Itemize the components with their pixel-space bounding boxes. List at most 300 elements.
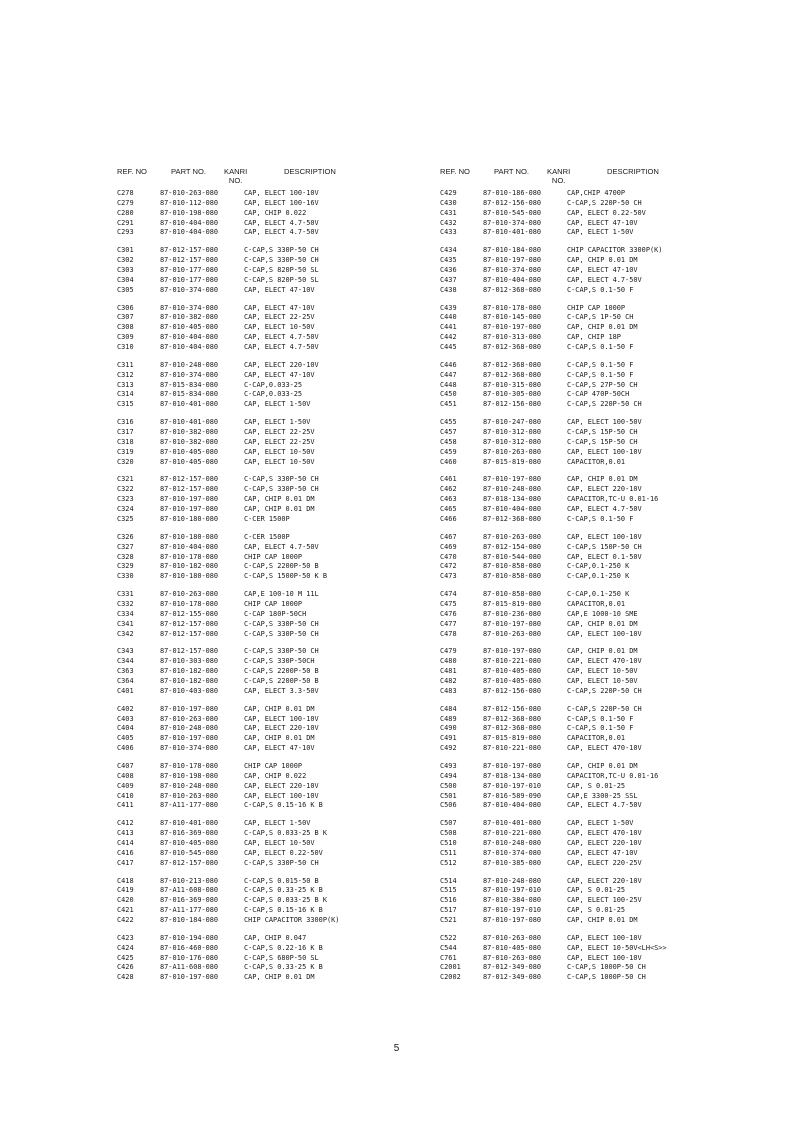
description: C-CER 1500P [244,532,290,541]
part-row [117,600,339,610]
part-no: 87-010-374-080 [160,285,219,294]
part-no: 87-010-374-080 [160,370,219,379]
part-group [440,189,667,238]
ref-no: C493 [440,761,457,770]
description: C-CAP,S 0.033-25 B K [244,829,327,838]
part-row [117,963,339,973]
part-row [440,906,667,916]
ref-no: C465 [440,505,457,514]
description: C-CAP,S 220P-50 CH [567,704,642,713]
part-no: 87-010-401-080 [483,819,542,828]
description: C-CAP,S 0.1-50 F [567,285,634,294]
ref-no: C482 [440,676,457,685]
description: C-CAP,0.033-25 [244,380,303,389]
part-group [440,246,667,295]
description: CAPACITOR,0.01 [567,734,626,743]
part-row [440,323,667,333]
ref-no: C308 [117,323,134,332]
description: CAP, CHIP 0.01 DM [567,619,638,628]
part-no: 87-010-404-080 [160,542,219,551]
description: CAP, ELECT 10-50V<LH<S>> [567,943,667,952]
part-row [117,801,339,811]
ref-no: C445 [440,343,457,352]
part-no: 87-010-197-080 [160,495,219,504]
part-row [440,896,667,906]
description: C-CAP,S 0.15-16 K B [244,801,323,810]
part-no: 87-012-368-080 [483,370,542,379]
description: C-CAP,S 220P-50 CH [567,400,642,409]
description: C-CAP,S 2200P-50 B [244,562,319,571]
ref-no: C419 [117,886,134,895]
description: CAP, CHIP 0.01 DM [567,256,638,265]
part-no: 87-010-198-080 [160,771,219,780]
description: CAP, ELECT 22-25V [244,437,315,446]
part-row [117,734,339,744]
part-row [117,219,339,229]
description: C-CAP,S 0.33-25 K B [244,886,323,895]
description: CAP, ELECT 100-10V [567,953,642,962]
ref-no: C318 [117,437,134,446]
description: CAP, ELECT 0.1-50V [567,552,642,561]
part-no: 87-010-384-080 [483,896,542,905]
part-row [440,246,667,256]
part-row [117,859,339,869]
part-row [117,400,339,410]
part-no: 87-012-157-080 [160,858,219,867]
ref-no: C412 [117,819,134,828]
part-no: 87-010-315-080 [483,380,542,389]
part-no: 87-012-157-080 [160,647,219,656]
part-no: 87-010-305-080 [483,390,542,399]
description: C-CAP,S 330P-50 CH [244,629,319,638]
part-row [440,361,667,371]
ref-no: C466 [440,514,457,523]
ref-no: C434 [440,246,457,255]
description: CAP, CHIP 0.01 DM [244,495,315,504]
ref-no: C411 [117,801,134,810]
header-kanri: KANRI NO. [224,167,248,185]
part-no: 87-010-263-080 [483,629,542,638]
part-group [117,647,339,696]
description: CAP, ELECT 4.7-50V [244,343,319,352]
ref-no: C332 [117,599,134,608]
part-row [117,458,339,468]
part-row [440,333,667,343]
ref-no: C501 [440,791,457,800]
part-row [117,475,339,485]
description: C-CAP,S 330P-50 CH [244,858,319,867]
description: CAP, ELECT 22-25V [244,313,315,322]
ref-no: C442 [440,333,457,342]
part-no: 87-010-112-080 [160,198,219,207]
description: C-CAP,S 680P-50 SL [244,953,319,962]
description: C-CAP,S 0.015-50 B [244,876,319,885]
part-no: 87-012-368-080 [483,285,542,294]
header-description: DESCRIPTION [607,167,659,176]
description: CAP, ELECT 100-10V [244,189,319,197]
ref-no: C436 [440,266,457,275]
part-row [440,199,667,209]
part-no: 87-010-263-080 [160,791,219,800]
part-no: 87-A11-608-080 [160,886,219,895]
part-row [117,657,339,667]
part-row [440,390,667,400]
ref-no: C517 [440,906,457,915]
part-no: 87-010-405-080 [483,943,542,952]
part-no: 87-010-182-080 [160,562,219,571]
description: CAP, ELECT 4.7-50V [567,505,642,514]
page-number: 5 [393,1043,400,1054]
description: CAP, ELECT 22-25V [244,428,315,437]
description: C-CAP 470P-50CH [567,390,630,399]
description: CAP, CHIP 0.047 [244,933,307,942]
description: CAP, ELECT 100-10V [567,532,642,541]
description: C-CAP,S 2200P-50 B [244,667,319,676]
ref-no: C407 [117,761,134,770]
ref-no: C424 [117,943,134,952]
part-group [117,475,339,524]
part-no: 87-010-382-080 [160,313,219,322]
part-row [440,343,667,353]
description: CAP, ELECT 1-50V [244,400,311,409]
part-row [440,276,667,286]
description: CAP, S 0.01-25 [567,781,626,790]
part-no: 87-012-157-080 [160,619,219,628]
part-no: 87-010-197-010 [483,886,542,895]
part-no: 87-010-197-080 [483,619,542,628]
part-row [440,610,667,620]
description: CAP, ELECT 47-10V [244,285,315,294]
part-no: 87-010-177-080 [160,275,219,284]
description: CAP, ELECT 4.7-50V [244,218,319,227]
ref-no: C435 [440,256,457,265]
part-row [440,877,667,887]
ref-no: C459 [440,447,457,456]
ref-no: C334 [117,609,134,618]
ref-no: C293 [117,228,134,237]
description: CAPACITOR,TC-U 0.01-16 [567,771,659,780]
part-no: 87-010-184-080 [160,916,219,924]
part-row [117,944,339,954]
ref-no: C313 [117,380,134,389]
ref-no: C512 [440,858,457,867]
ref-no: C302 [117,256,134,265]
description: C-CAP,S 1000P-50 CH [567,973,646,982]
ref-no: C325 [117,514,134,523]
description: C-CAP,S 15P-50 CH [567,428,638,437]
ref-no: C481 [440,667,457,676]
description: C-CAP,S 0.033-25 B K [244,896,327,905]
description: CAP, ELECT 220-25V [567,858,642,867]
part-row [440,657,667,667]
ref-no: C421 [117,906,134,915]
part-row [440,304,667,314]
part-group [117,877,339,926]
ref-no: C331 [117,590,134,599]
ref-no: C451 [440,400,457,409]
description: CAP, ELECT 470-10V [567,744,642,753]
description: C-CAP,S 0.1-50 F [567,370,634,379]
ref-no: C489 [440,714,457,723]
description: C-CAP,S 820P-50 SL [244,266,319,275]
ref-no: C432 [440,218,457,227]
part-no: 87-016-369-080 [160,829,219,838]
part-no: 87-010-197-080 [483,323,542,332]
description: CAP,E 1000-10 SME [567,609,638,618]
ref-no: C467 [440,532,457,541]
part-row [117,343,339,353]
part-no: 87-010-263-080 [483,447,542,456]
part-no: 87-010-248-080 [160,781,219,790]
ref-no: C474 [440,590,457,599]
ref-no: C457 [440,428,457,437]
part-no: 87-010-248-080 [160,724,219,733]
ref-no: C326 [117,532,134,541]
part-no: 87-012-349-080 [483,963,542,972]
part-group [440,418,667,467]
description: CHIP CAP 1000P [567,303,626,312]
description: CAP, ELECT 0.22-50V [244,848,323,857]
parts-list [440,189,667,983]
part-row [117,782,339,792]
description: C-CAP,0.1-250 K [567,572,630,581]
part-row [440,553,667,563]
part-row [440,715,667,725]
part-row [117,371,339,381]
part-row [117,896,339,906]
part-row [117,772,339,782]
description: CAP, ELECT 10-50V [244,447,315,456]
part-no: 87-012-157-080 [160,246,219,255]
ref-no: C544 [440,943,457,952]
description: CHIP CAPACITOR 3300P(K) [567,246,663,255]
part-no: 87-012-156-080 [483,400,542,409]
description: C-CAP,S 27P-50 CH [567,380,638,389]
ref-no: C475 [440,599,457,608]
description: C-CAP,S 0.1-50 F [567,714,634,723]
part-row [117,304,339,314]
part-row [440,371,667,381]
part-row [440,219,667,229]
ref-no: C441 [440,323,457,332]
part-no: 87-010-186-080 [483,189,542,197]
description: CAP, ELECT 470-10V [567,657,642,666]
part-no: 87-010-180-080 [160,572,219,581]
part-no: 87-010-177-080 [160,266,219,275]
part-row [117,886,339,896]
ref-no: C2001 [440,963,461,972]
part-row [117,677,339,687]
description: C-CAP,S 0.1-50 F [567,514,634,523]
part-no: 87-010-182-080 [160,676,219,685]
part-group [117,361,339,410]
part-row [117,906,339,916]
part-group [117,533,339,582]
ref-no: C341 [117,619,134,628]
ref-no: C426 [117,963,134,972]
part-group [440,705,667,754]
part-row [440,266,667,276]
part-row [440,458,667,468]
part-row [117,266,339,276]
part-row [440,792,667,802]
part-row [440,647,667,657]
description: CAP, ELECT 220-10V [244,781,319,790]
ref-no: C516 [440,896,457,905]
part-row [117,438,339,448]
part-no: 87-010-858-080 [483,562,542,571]
ref-no: C279 [117,198,134,207]
part-no: 87-010-247-080 [483,418,542,427]
part-no: 87-010-197-080 [160,505,219,514]
part-row [440,515,667,525]
description: CAP, ELECT 1-50V [244,819,311,828]
part-row [440,209,667,219]
ref-no: C478 [440,629,457,638]
header-part-no: PART NO. [494,167,530,176]
description: C-CAP,S 0.1-50 F [567,360,634,369]
ref-no: C320 [117,457,134,466]
ref-no: C309 [117,333,134,342]
part-group [440,647,667,696]
part-no: 87-010-544-080 [483,552,542,561]
part-no: 87-010-263-080 [483,933,542,942]
part-no: 87-010-176-080 [160,953,219,962]
part-row [440,762,667,772]
ref-no: C422 [117,916,134,924]
part-row [440,839,667,849]
part-row [117,829,339,839]
part-no: 87-010-197-080 [483,916,542,924]
part-group [117,304,339,353]
part-row [117,256,339,266]
ref-no: C490 [440,724,457,733]
part-no: 87-010-197-080 [160,704,219,713]
description: CAP, ELECT 10-50V [567,667,638,676]
part-row [117,590,339,600]
description: C-CAP,S 330P-50 CH [244,246,319,255]
part-no: 87-010-382-080 [160,437,219,446]
part-row [117,543,339,553]
part-row [440,505,667,515]
part-row [117,333,339,343]
description: CAP, ELECT 10-50V [244,838,315,847]
description: C-CAP,S 220P-50 CH [567,686,642,695]
part-no: 87-010-182-080 [160,667,219,676]
ref-no: C280 [117,208,134,217]
description: CAP, ELECT 220-10V [244,360,319,369]
part-no: 87-016-589-090 [483,791,542,800]
ref-no: C470 [440,552,457,561]
part-row [440,438,667,448]
ref-no: C413 [117,829,134,838]
ref-no: C458 [440,437,457,446]
description: CHIP CAP 1000P [244,552,303,561]
part-row [117,610,339,620]
part-no: 87-010-404-080 [483,801,542,810]
part-no: 87-010-313-080 [483,333,542,342]
part-row [440,228,667,238]
description: C-CAP,S 330P-50CH [244,657,315,666]
part-row [117,667,339,677]
ref-no: C323 [117,495,134,504]
part-no: 87-010-404-080 [160,343,219,352]
description: CAP, ELECT 220-10V [567,876,642,885]
description: C-CER 1500P [244,514,290,523]
part-no: 87-010-401-080 [160,819,219,828]
description: CAP, ELECT 47-10V [567,266,638,275]
description: CAPACITOR,0.01 [567,457,626,466]
ref-no: C401 [117,686,134,695]
part-no: 87-010-263-080 [483,953,542,962]
ref-no: C428 [117,973,134,982]
part-row [440,428,667,438]
part-no: 87-010-221-080 [483,744,542,753]
part-no: 87-012-156-080 [483,198,542,207]
ref-no: C494 [440,771,457,780]
part-row [117,973,339,983]
ref-no: C484 [440,704,457,713]
part-no: 87-010-263-080 [160,590,219,599]
part-row [117,323,339,333]
ref-no: C317 [117,428,134,437]
description: C-CAP,0.033-25 [244,390,303,399]
part-row [440,886,667,896]
part-row [440,944,667,954]
ref-no: C462 [440,485,457,494]
ref-no: C344 [117,657,134,666]
ref-no: C476 [440,609,457,618]
description: C-CAP,S 220P-50 CH [567,198,642,207]
part-no: 87-010-405-080 [160,447,219,456]
description: CAP, ELECT 220-10V [567,838,642,847]
part-no: 87-012-155-080 [160,609,219,618]
ref-no: C480 [440,657,457,666]
ref-no: C447 [440,370,457,379]
part-no: 87-015-819-080 [483,734,542,743]
part-row [117,647,339,657]
part-no: 87-010-382-080 [160,428,219,437]
description: CAP, CHIP 0.01 DM [244,973,315,982]
part-no: 87-010-198-080 [160,208,219,217]
ref-no: C522 [440,933,457,942]
part-group [117,934,339,983]
part-no: 87-010-180-080 [160,514,219,523]
description: CAP, ELECT 100-10V [567,933,642,942]
part-row [117,687,339,697]
header-description: DESCRIPTION [284,167,336,176]
header-ref-no: REF. NO [117,167,147,176]
description: CAP, CHIP 0.01 DM [567,761,638,770]
description: CAP, ELECT 47-10V [567,848,638,857]
description: CAP,E 100-10 M 11L [244,590,319,599]
ref-no: C492 [440,744,457,753]
description: CAP, ELECT 4.7-50V [567,275,642,284]
parts-column-right [440,167,667,983]
part-row [117,819,339,829]
part-row [440,829,667,839]
description: C-CAP,S 330P-50 CH [244,619,319,628]
ref-no: C414 [117,838,134,847]
ref-no: C307 [117,313,134,322]
description: C-CAP,S 15P-50 CH [567,437,638,446]
description: CAP, CHIP 0.01 DM [244,505,315,514]
header-part-no: PART NO. [171,167,207,176]
part-row [117,515,339,525]
part-row [440,485,667,495]
part-no: 87-010-401-080 [483,228,542,237]
ref-no: C500 [440,781,457,790]
